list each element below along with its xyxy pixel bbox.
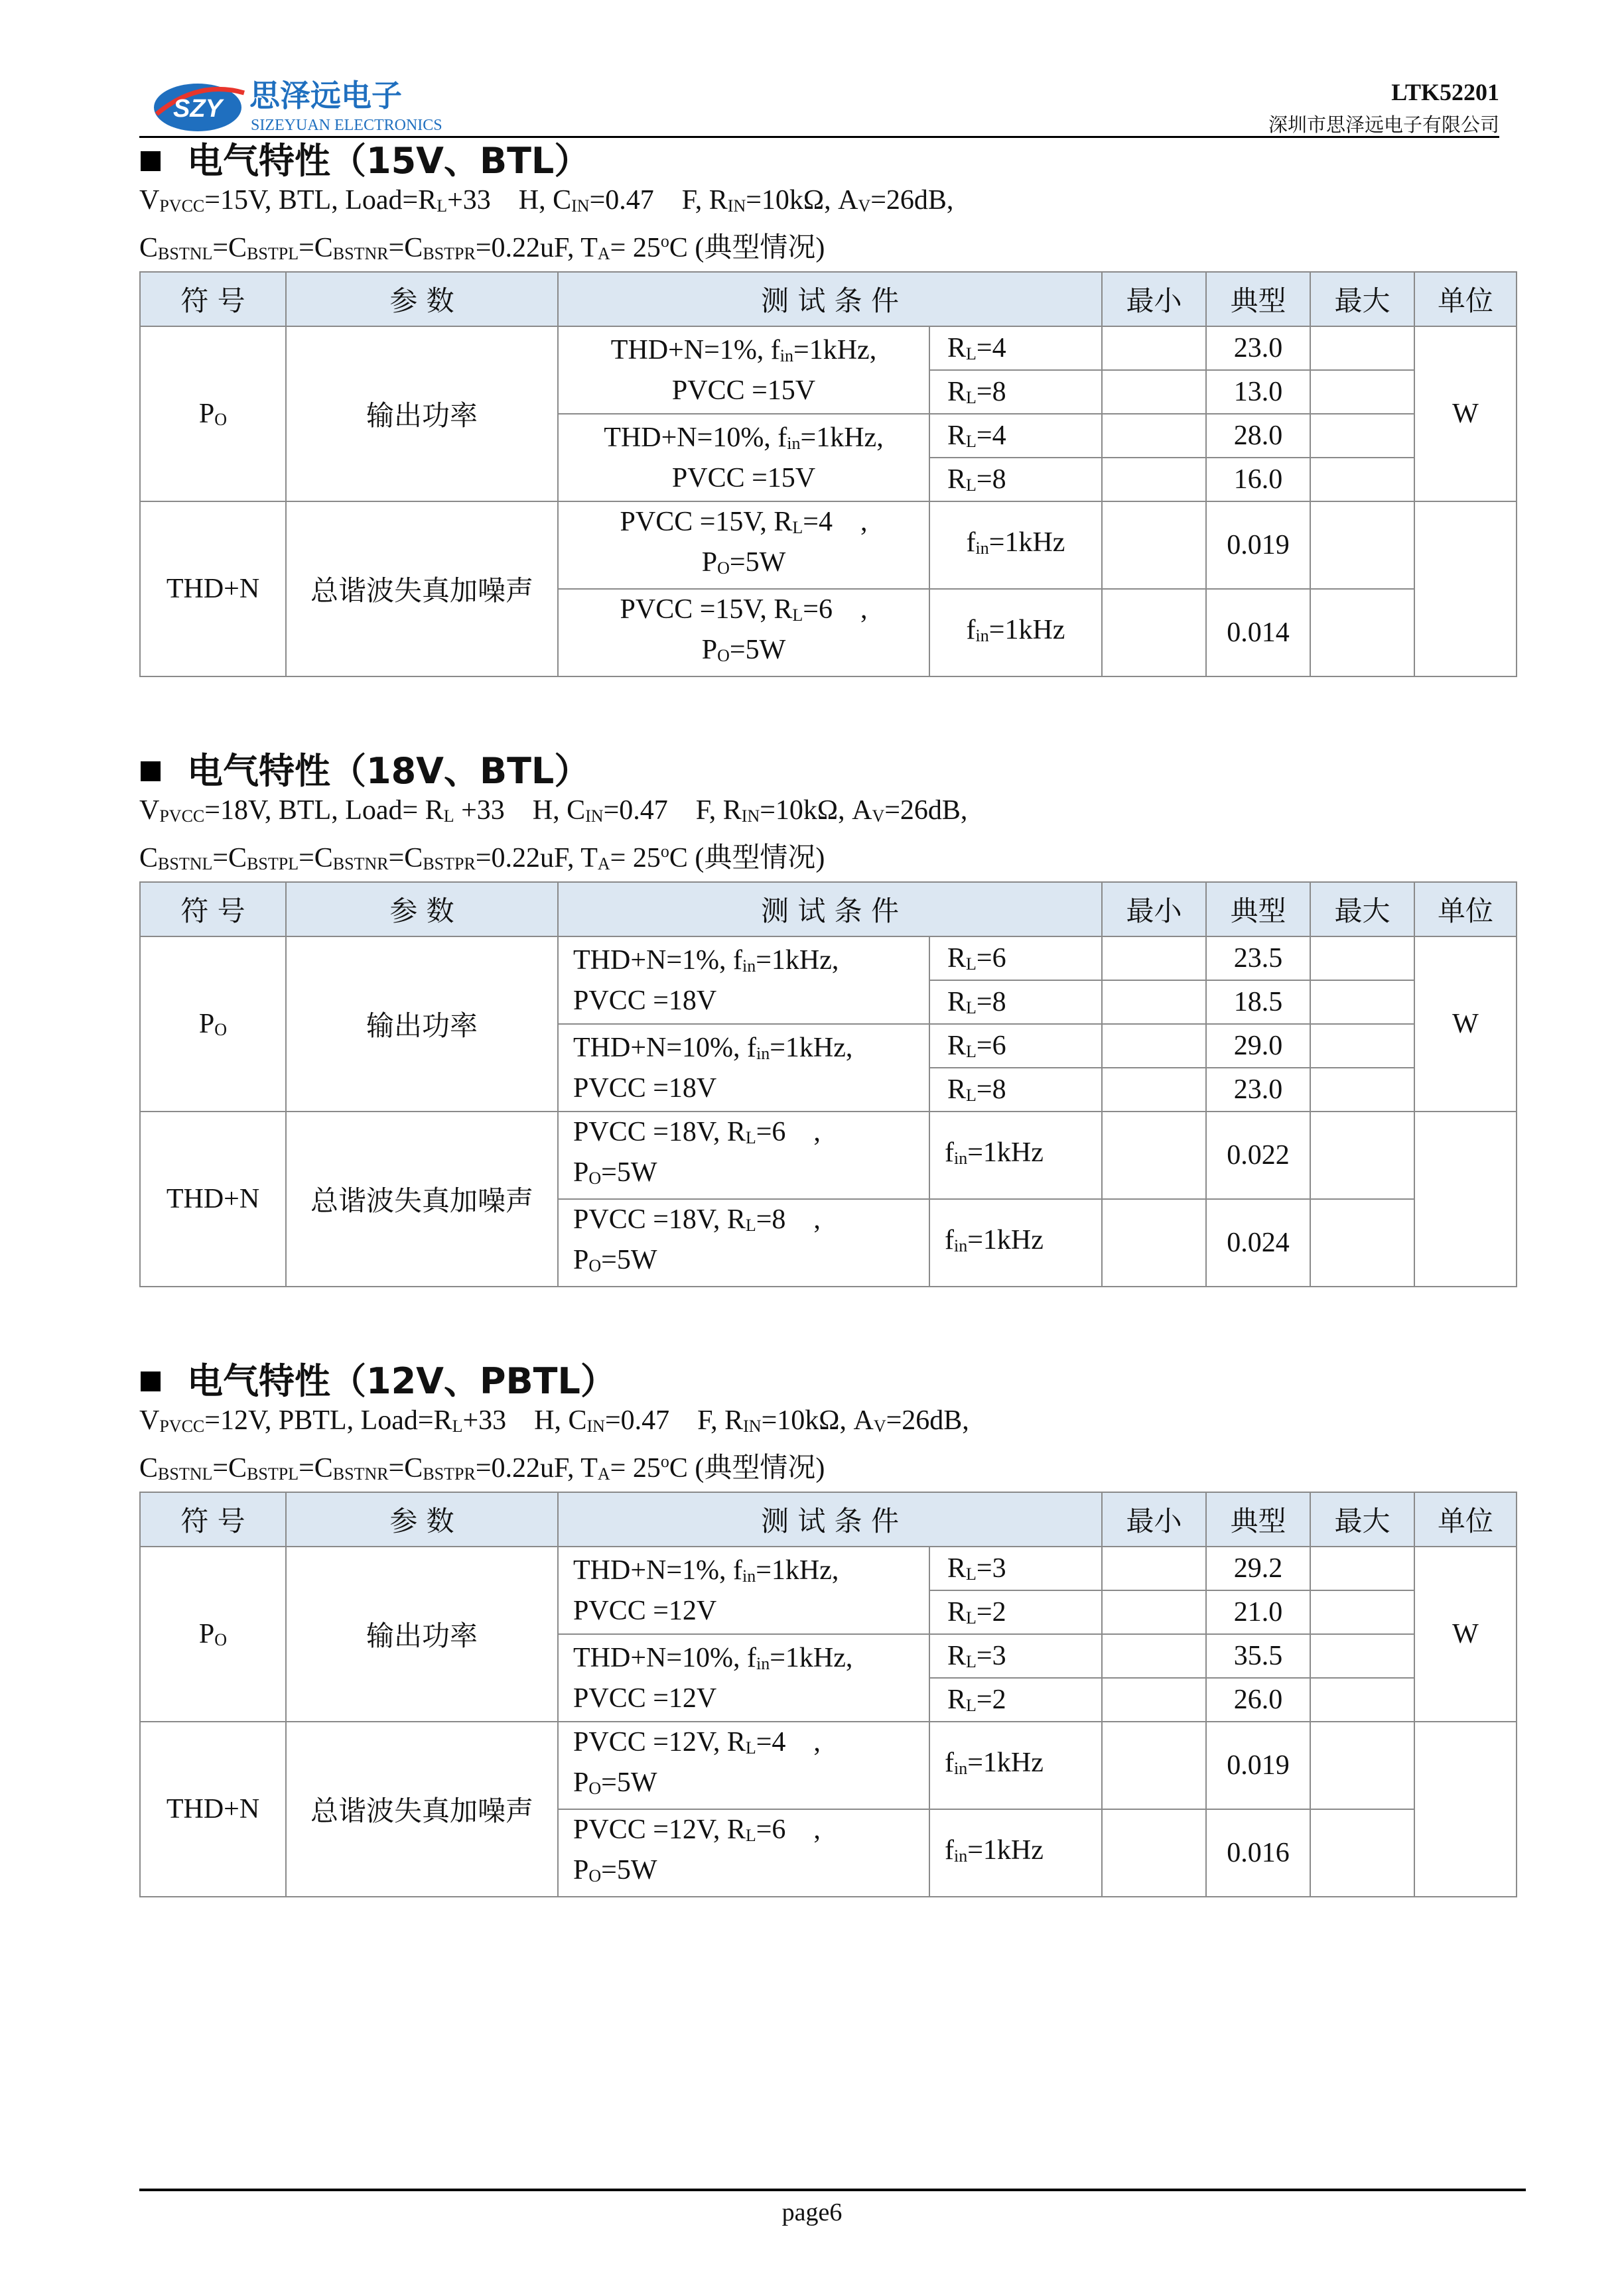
typ-cell: 23.0	[1206, 1068, 1310, 1112]
po-condition: THD+N=10%, $f_{in}=1kHz$, PVCC =18V	[558, 1024, 929, 1112]
col-param: 参 数	[286, 882, 558, 936]
test-conditions-line1: $V_{PVCC}=12V$, PBTL, $Load=R_L+33$ H, $C_{IN}=0.47$ F, $R_{IN}=10k\Omega$, $A_V=26dB$,	[139, 1405, 969, 1436]
fin-cell: $f_{in}=1kHz$	[929, 501, 1102, 589]
spec-table	[139, 881, 1517, 1287]
spec-section	[139, 1360, 1516, 1897]
bullet-square-icon	[141, 761, 161, 781]
ta-unit: C (典型情况)	[669, 843, 825, 873]
col-max: 最大	[1310, 272, 1414, 326]
table-row	[140, 1112, 1517, 1199]
min-cell	[1102, 1590, 1206, 1634]
pvcc-value: =15V	[204, 185, 265, 216]
typ-cell: 26.0	[1206, 1678, 1310, 1722]
load-sub: L	[452, 1417, 463, 1436]
col-symbol: 符 号	[140, 1492, 286, 1547]
company-logo	[151, 73, 450, 139]
thd-symbol: THD+N	[140, 1112, 286, 1287]
col-min: 最小	[1102, 1492, 1206, 1547]
po-param: 输出功率	[286, 1547, 558, 1722]
thd-param: 总谐波失真加噪声	[286, 501, 558, 676]
col-typ: 典型	[1206, 1492, 1310, 1547]
typ-cell: 13.0	[1206, 370, 1310, 414]
max-cell	[1310, 1634, 1414, 1678]
min-cell	[1102, 1547, 1206, 1590]
po-condition: THD+N=1%, $f_{in}=1kHz$, PVCC =15V	[558, 326, 929, 414]
section-title-text: 电气特性（18V、BTL）	[187, 750, 590, 792]
rl-cell: $R_L=6$	[929, 1024, 1102, 1068]
fin-cell: $f_{in}=1kHz$	[929, 1199, 1102, 1287]
col-min: 最小	[1102, 882, 1206, 936]
test-conditions-line1: $V_{PVCC}=18V$, BTL, Load= $R_L +33$ H, $C_{IN}=0.47$ F, $R_{IN}=10k\Omega$, $A_V=26dB$,	[139, 795, 968, 826]
load-sub: L	[443, 806, 454, 826]
section-title	[139, 139, 1516, 183]
rl-cell: $R_L=3$	[929, 1547, 1102, 1590]
po-unit: W	[1414, 936, 1517, 1112]
table-header-row	[140, 272, 1517, 326]
max-cell	[1310, 1112, 1414, 1199]
rin: =10kΩ, A	[746, 185, 858, 216]
logo-cn: 思泽远电子	[249, 78, 402, 113]
typ-cell: 29.2	[1206, 1547, 1310, 1590]
cin: =0.47 F, R	[604, 1405, 744, 1436]
thd-condition: PVCC =15V, $R_L=6$ , $P_O=5W$	[558, 589, 929, 676]
rl-cell: $R_L=8$	[929, 458, 1102, 501]
col-symbol: 符 号	[140, 882, 286, 936]
load: Load=R	[345, 185, 437, 216]
rl-cell: $R_L=4$	[929, 414, 1102, 458]
rl-cell: $R_L=8$	[929, 370, 1102, 414]
min-cell	[1102, 370, 1206, 414]
min-cell	[1102, 589, 1206, 676]
max-cell	[1310, 458, 1414, 501]
min-cell	[1102, 1634, 1206, 1678]
rl-cell: $R_L=2$	[929, 1678, 1102, 1722]
doc-code: LTK52201	[1391, 79, 1499, 105]
min-cell	[1102, 936, 1206, 980]
max-cell	[1310, 370, 1414, 414]
pvcc-value: =18V	[204, 795, 265, 826]
col-typ: 典型	[1206, 882, 1310, 936]
col-typ: 典型	[1206, 272, 1310, 326]
load-tail: +33 H, C	[447, 185, 572, 216]
po-condition: THD+N=10%, $f_{in}=1kHz$, PVCC =15V	[558, 414, 929, 501]
section-title	[139, 749, 1516, 793]
min-cell	[1102, 1024, 1206, 1068]
table-header-row	[140, 1492, 1517, 1547]
typ-cell: 35.5	[1206, 1634, 1310, 1678]
section-title	[139, 1360, 1516, 1403]
max-cell	[1310, 1590, 1414, 1634]
thd-unit	[1414, 1112, 1517, 1287]
ta-unit: C (典型情况)	[669, 233, 825, 263]
rin: =10kΩ, A	[761, 1405, 874, 1436]
thd-param: 总谐波失真加噪声	[286, 1112, 558, 1287]
footer-divider	[139, 2189, 1526, 2191]
load-sub: L	[437, 196, 448, 216]
typ-cell: 29.0	[1206, 1024, 1310, 1068]
av: =26dB,	[870, 185, 954, 216]
po-unit: W	[1414, 1547, 1517, 1722]
rin: =10kΩ, A	[760, 795, 872, 826]
fin-cell: $f_{in}=1kHz$	[929, 589, 1102, 676]
fin-cell: $f_{in}=1kHz$	[929, 1112, 1102, 1199]
test-conditions-line2: $C_{BSTNL}=C_{BSTPL}=C_{BSTNR}=C_{BSTPR}=0.22uF$, $T_A= 25^oC$ (典型情况)	[139, 842, 825, 873]
cbst: =0.22uF, T	[475, 233, 598, 263]
thd-symbol: THD+N	[140, 1722, 286, 1897]
typ-cell: 16.0	[1206, 458, 1310, 501]
col-conditions: 测 试 条 件	[558, 1492, 1102, 1547]
typ-cell: 23.5	[1206, 936, 1310, 980]
test-conditions-line2: $C_{BSTNL}=C_{BSTPL}=C_{BSTNR}=C_{BSTPR}=0.22uF$, $T_A= 25^oC$ (典型情况)	[139, 1452, 825, 1484]
col-unit: 单位	[1414, 272, 1517, 326]
fin-cell: $f_{in}=1kHz$	[929, 1809, 1102, 1897]
cin: =0.47 F, R	[603, 795, 742, 826]
typ-cell: 28.0	[1206, 414, 1310, 458]
max-cell	[1310, 1547, 1414, 1590]
table-row	[140, 1722, 1517, 1809]
thd-condition: PVCC =12V, $R_L=6$ , $P_O=5W$	[558, 1809, 929, 1897]
min-cell	[1102, 1068, 1206, 1112]
thd-condition: PVCC =15V, $R_L=4$ , $P_O=5W$	[558, 501, 929, 589]
col-param: 参 数	[286, 1492, 558, 1547]
max-cell	[1310, 980, 1414, 1024]
typ-cell: 21.0	[1206, 1590, 1310, 1634]
ta: = 25	[610, 233, 661, 263]
av: =26dB,	[884, 795, 968, 826]
logo-en: SIZEYUAN ELECTRONICS	[251, 117, 442, 134]
header-divider	[139, 136, 1499, 138]
min-cell	[1102, 1112, 1206, 1199]
rl-cell: $R_L=2$	[929, 1590, 1102, 1634]
spec-section	[139, 139, 1516, 677]
table-row	[140, 501, 1517, 589]
typ-cell: 23.0	[1206, 326, 1310, 370]
company-name: 深圳市思泽远电子有限公司	[1268, 113, 1499, 136]
table-header-row	[140, 882, 1517, 936]
cin: =0.47 F, R	[589, 185, 728, 216]
min-cell	[1102, 1722, 1206, 1809]
col-max: 最大	[1310, 1492, 1414, 1547]
col-symbol: 符 号	[140, 272, 286, 326]
po-param: 输出功率	[286, 326, 558, 501]
test-conditions-line1: $V_{PVCC}=15V$, BTL, $Load=R_L+33$ H, $C_{IN}=0.47$ F, $R_{IN}=10k\Omega$, $A_V=26dB$,	[139, 185, 954, 216]
spec-table	[139, 271, 1517, 677]
rl-cell: $R_L=8$	[929, 980, 1102, 1024]
max-cell	[1310, 1024, 1414, 1068]
load: Load=R	[360, 1405, 452, 1436]
bullet-square-icon	[141, 151, 161, 171]
thd-param: 总谐波失真加噪声	[286, 1722, 558, 1897]
min-cell	[1102, 414, 1206, 458]
min-cell	[1102, 1199, 1206, 1287]
max-cell	[1310, 1809, 1414, 1897]
mode: BTL	[278, 185, 332, 216]
mode: BTL	[278, 795, 332, 826]
mode: PBTL	[278, 1405, 347, 1436]
thd-condition: PVCC =18V, $R_L=6$ , $P_O=5W$	[558, 1112, 929, 1199]
thd-condition: PVCC =12V, $R_L=4$ , $P_O=5W$	[558, 1722, 929, 1809]
test-conditions-line2: $C_{BSTNL}=C_{BSTPL}=C_{BSTNR}=C_{BSTPR}=0.22uF$, $T_A= 25^oC$ (典型情况)	[139, 231, 825, 263]
load-tail: +33 H, C	[462, 1405, 587, 1436]
typ-cell: 0.024	[1206, 1199, 1310, 1287]
col-conditions: 测 试 条 件	[558, 882, 1102, 936]
typ-cell: 18.5	[1206, 980, 1310, 1024]
po-param: 输出功率	[286, 936, 558, 1112]
max-cell	[1310, 501, 1414, 589]
fin-cell: $f_{in}=1kHz$	[929, 1722, 1102, 1809]
load-tail: +33 H, C	[454, 795, 586, 826]
max-cell	[1310, 414, 1414, 458]
min-cell	[1102, 458, 1206, 501]
table-row	[140, 936, 1517, 980]
thd-symbol: THD+N	[140, 501, 286, 676]
av: =26dB,	[886, 1405, 969, 1436]
spec-table	[139, 1492, 1517, 1897]
col-param: 参 数	[286, 272, 558, 326]
cbst: =0.22uF, T	[475, 843, 598, 873]
typ-cell: 0.019	[1206, 1722, 1310, 1809]
spec-section	[139, 749, 1516, 1287]
load: Load= R	[345, 795, 444, 826]
ta: = 25	[610, 843, 661, 873]
po-symbol: $P_O$	[140, 1547, 286, 1722]
min-cell	[1102, 980, 1206, 1024]
cbst: =0.22uF, T	[475, 1453, 598, 1484]
typ-cell: 0.022	[1206, 1112, 1310, 1199]
page-number: page6	[781, 2199, 843, 2226]
table-row	[140, 326, 1517, 370]
max-cell	[1310, 589, 1414, 676]
max-cell	[1310, 1722, 1414, 1809]
po-symbol: $P_O$	[140, 936, 286, 1112]
max-cell	[1310, 326, 1414, 370]
rl-cell: $R_L=6$	[929, 936, 1102, 980]
ta-unit: C (典型情况)	[669, 1453, 825, 1484]
thd-condition: PVCC =18V, $R_L=8$ , $P_O=5W$	[558, 1199, 929, 1287]
max-cell	[1310, 1068, 1414, 1112]
rl-cell: $R_L=4$	[929, 326, 1102, 370]
min-cell	[1102, 501, 1206, 589]
po-condition: THD+N=10%, $f_{in}=1kHz$, PVCC =12V	[558, 1634, 929, 1722]
logo-abbr: SZY	[173, 95, 222, 123]
min-cell	[1102, 326, 1206, 370]
thd-unit	[1414, 501, 1517, 676]
min-cell	[1102, 1809, 1206, 1897]
po-symbol: $P_O$	[140, 326, 286, 501]
po-condition: THD+N=1%, $f_{in}=1kHz$, PVCC =12V	[558, 1547, 929, 1634]
typ-cell: 0.014	[1206, 589, 1310, 676]
thd-unit	[1414, 1722, 1517, 1897]
section-title-text: 电气特性（15V、BTL）	[187, 140, 590, 182]
rl-cell: $R_L=8$	[929, 1068, 1102, 1112]
rl-cell: $R_L=3$	[929, 1634, 1102, 1678]
bullet-square-icon	[141, 1371, 161, 1391]
max-cell	[1310, 936, 1414, 980]
min-cell	[1102, 1678, 1206, 1722]
ta: = 25	[610, 1453, 661, 1484]
max-cell	[1310, 1199, 1414, 1287]
col-unit: 单位	[1414, 882, 1517, 936]
col-unit: 单位	[1414, 1492, 1517, 1547]
section-title-text: 电气特性（12V、PBTL）	[187, 1360, 616, 1402]
pvcc-value: =12V	[204, 1405, 265, 1436]
col-min: 最小	[1102, 272, 1206, 326]
col-max: 最大	[1310, 882, 1414, 936]
col-conditions: 测 试 条 件	[558, 272, 1102, 326]
po-condition: THD+N=1%, $f_{in}=1kHz$, PVCC =18V	[558, 936, 929, 1024]
typ-cell: 0.019	[1206, 501, 1310, 589]
max-cell	[1310, 1678, 1414, 1722]
po-unit: W	[1414, 326, 1517, 501]
page-header	[139, 66, 1499, 139]
table-row	[140, 1547, 1517, 1590]
typ-cell: 0.016	[1206, 1809, 1310, 1897]
